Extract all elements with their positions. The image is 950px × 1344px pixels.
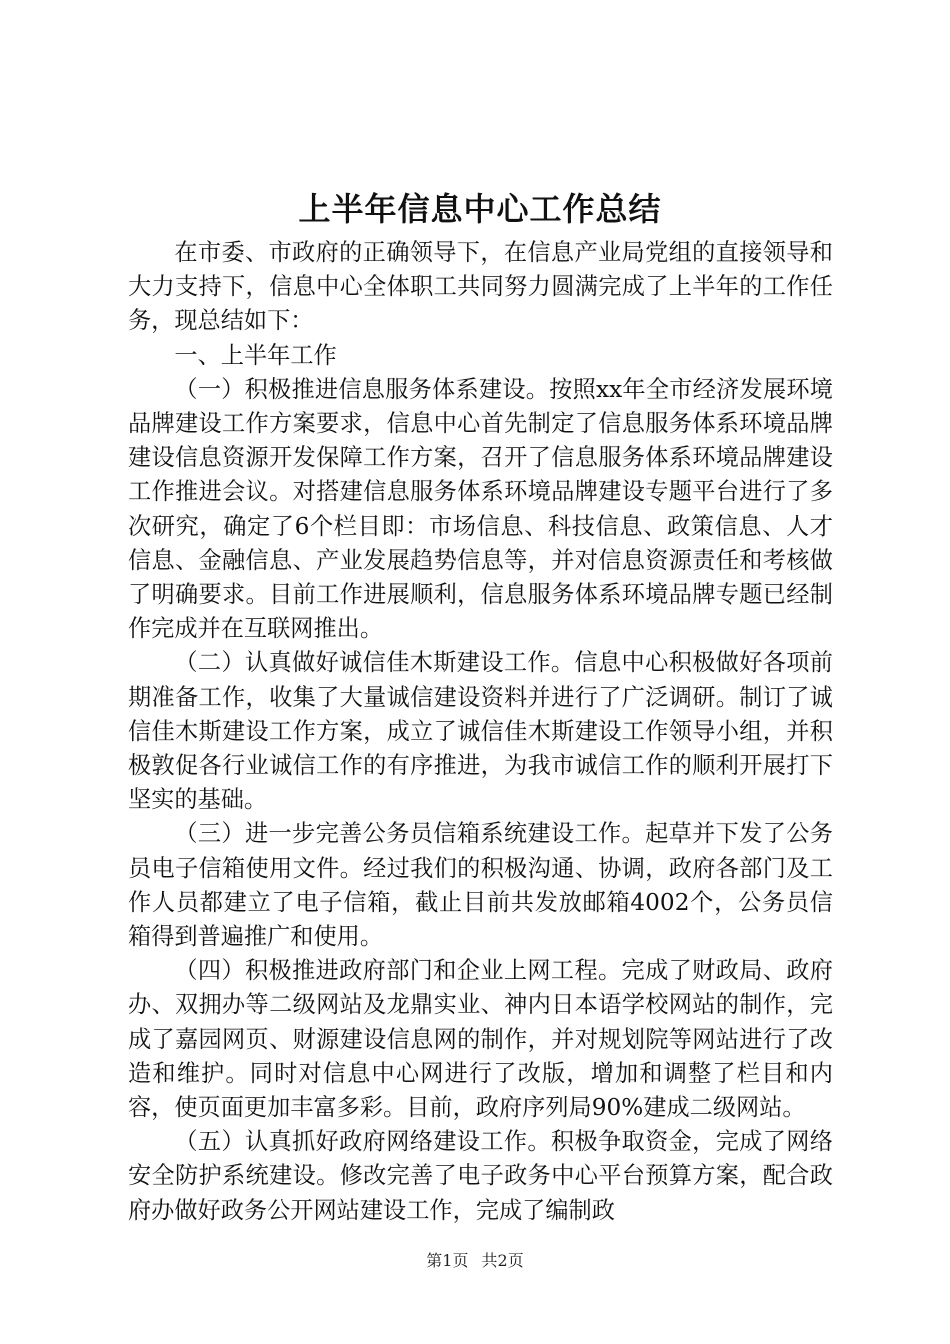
- item-paragraph-4: （四）积极推进政府部门和企业上网工程。完成了财政局、政府办、双拥办等二级网站及龙鼎实业、神内日本语学校网站的制作，完成了嘉园网页、财源建设信息网的制作，并对规划院等网站进行了改造和维护。同时对信息中心网进行了改版，增加和调整了栏目和内容，使页面更加丰富多彩。目前，政府序列局90%建成二级网站。: [128, 957, 833, 1122]
- item-paragraph-2: （二）认真做好诚信佳木斯建设工作。信息中心积极做好各项前期准备工作，收集了大量诚信建设资料并进行了广泛调研。制订了诚信佳木斯建设工作方案，成立了诚信佳木斯建设工作领导小组，并积极敦促各行业诚信工作的有序推进，为我市诚信工作的顺利开展打下坚实的基础。: [128, 649, 833, 814]
- item-paragraph-1: （一）积极推进信息服务体系建设。按照xx年全市经济发展环境品牌建设工作方案要求，信息中心首先制定了信息服务体系环境品牌建设信息资源开发保障工作方案，召开了信息服务体系环境品牌建设工作推进会议。对搭建信息服务体系环境品牌建设专题平台进行了多次研究，确定了6个栏目即：市场信息、科技信息、政策信息、人才信息、金融信息、产业发展趋势信息等，并对信息资源责任和考核做了明确要求。目前工作进展顺利，信息服务体系环境品牌专题已经制作完成并在互联网推出。: [128, 375, 833, 643]
- intro-paragraph: 在市委、市政府的正确领导下，在信息产业局党组的直接领导和大力支持下，信息中心全体职工共同努力圆满完成了上半年的工作任务，现总结如下：: [128, 239, 833, 335]
- section-heading: 一、上半年工作: [174, 341, 337, 369]
- document-title: 上半年信息中心工作总结: [298, 190, 662, 228]
- page-total: 共2页: [481, 1251, 524, 1270]
- page-number: 第1页: [426, 1251, 469, 1270]
- document-body: [128, 236, 833, 1228]
- page-footer: [0, 1250, 950, 1272]
- item-paragraph-5: （五）认真抓好政府网络建设工作。积极争取资金，完成了网络安全防护系统建设。修改完善了电子政务中心平台预算方案，配合政府办做好政务公开网站建设工作，完成了编制政: [128, 1128, 833, 1224]
- item-paragraph-3: （三）进一步完善公务员信箱系统建设工作。起草并下发了公务员电子信箱使用文件。经过我们的积极沟通、协调，政府各部门及工作人员都建立了电子信箱，截止目前共发放邮箱4002个，公务员信箱得到普遍推广和使用。: [128, 820, 833, 951]
